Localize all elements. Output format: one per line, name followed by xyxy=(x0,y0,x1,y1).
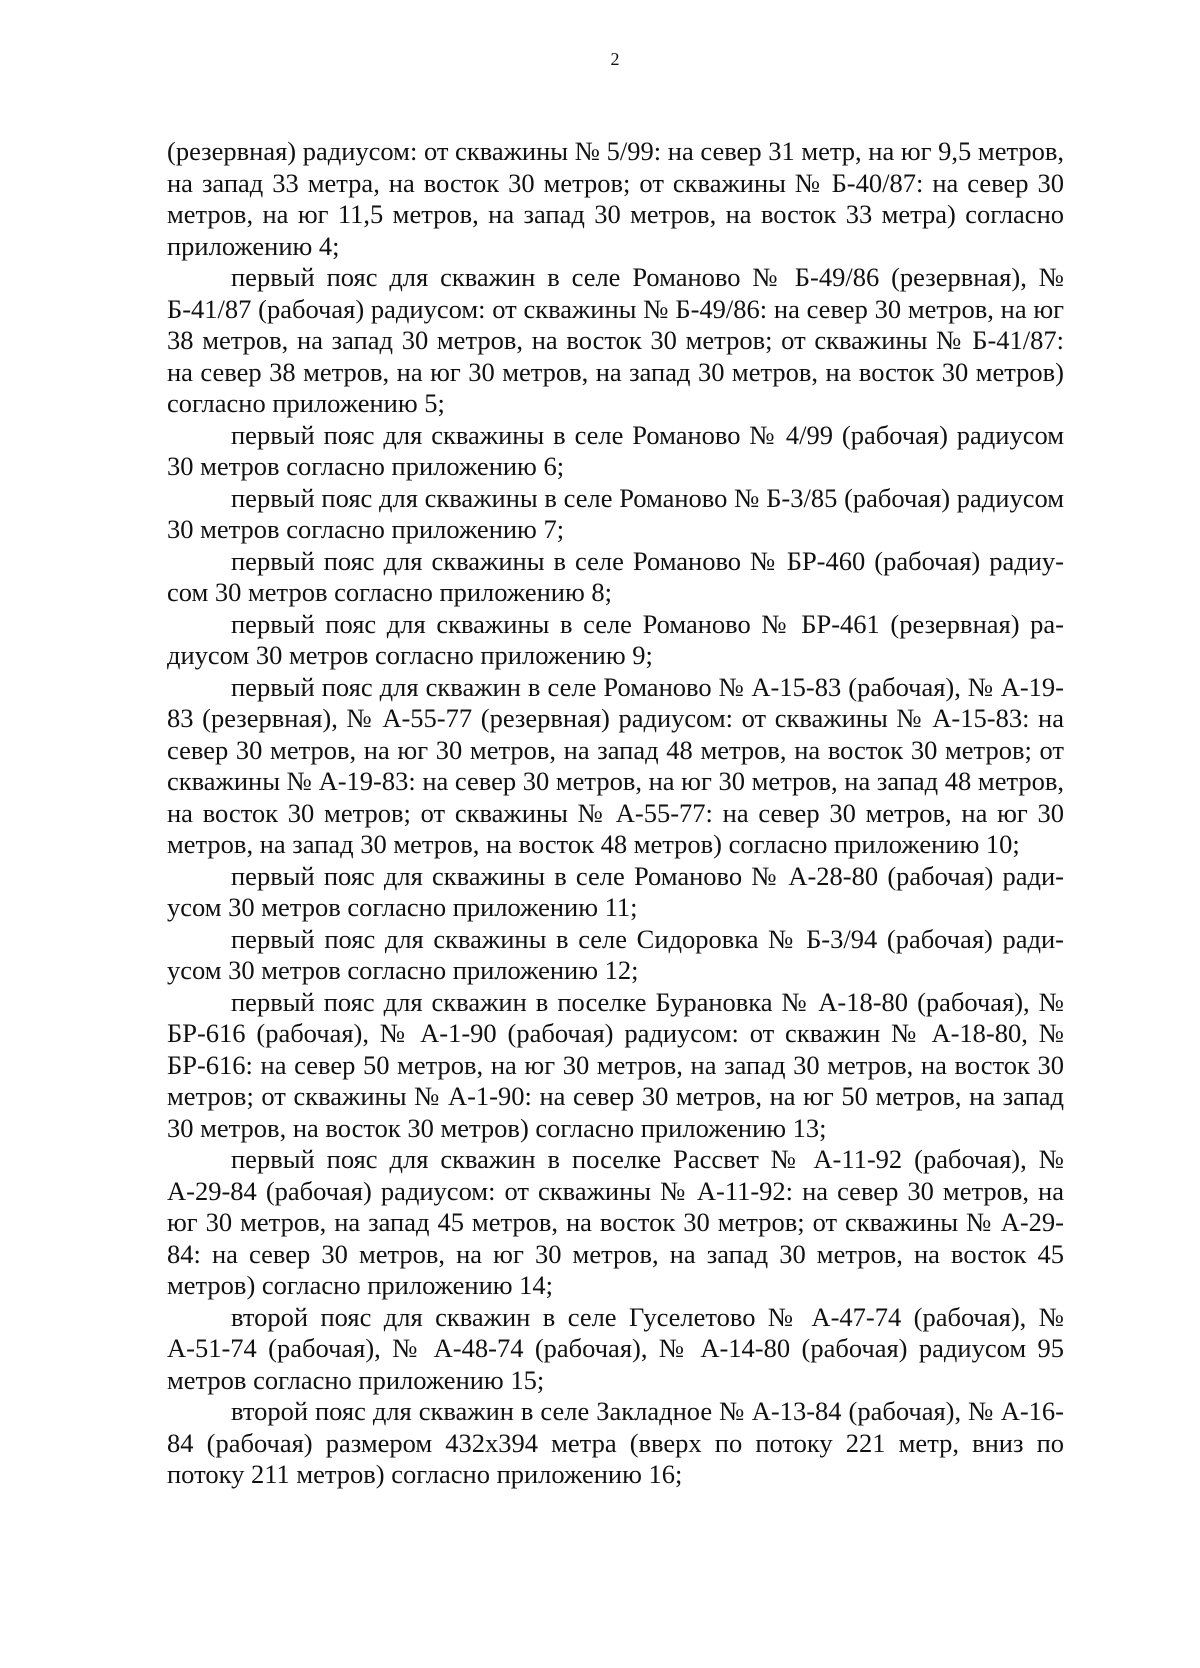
paragraph-romanovo-a28-80: первый пояс для скважины в селе Романово № А-28-80 (рабочая) радиусом 30 метров согласно приложению 11; xyxy=(167,860,1064,922)
paragraph-continuation: (резервная) радиусом: от скважины № 5/99: на север 31 метр, на юг 9,5 метров, на запад 33 метра, на восток 30 метров; от скважины № Б-40/87: на север 30 метров, на юг 11,5 метров, на запад 30 метров, на восток 33 метра) согласно приложению 4; xyxy=(167,136,1064,261)
paragraph-zakladnoe: второй пояс для скважин в селе Закладное № А-13-84 (рабочая), № А-16-84 (рабочая) размером 432х394 метра (вверх по потоку 221 метр, вниз по потоку 211 метров) согласно приложению 16; xyxy=(167,1396,1064,1489)
paragraph-romanovo-b3-85: первый пояс для скважины в селе Романово № Б-3/85 (рабочая) радиусом 30 метров согласно приложению 7; xyxy=(167,482,1064,544)
paragraph-romanovo-br461: первый пояс для скважины в селе Романово № БР-461 (резервная) радиусом 30 метров согласно приложению 9; xyxy=(167,608,1064,670)
page-number: 2 xyxy=(610,49,620,69)
paragraph-rassvet: первый пояс для скважин в поселке Рассвет № А-11-92 (рабочая), № А-29-84 (рабочая) радиусом: от скважины № А-11-92: на север 30 метров, на юг 30 метров, на запад 45 метров, на восток 30 метров; от скважины № А-29-84: на север 30 метров, на юг 30 метров, на запад 30 метров, на восток 45 метров) согласно приложению 14; xyxy=(167,1144,1064,1300)
paragraph-romanovo-a15-a19-a55: первый пояс для скважин в селе Романово № А-15-83 (рабочая), № А-19-83 (резервная), № А-55-77 (резервная) радиусом: от скважины № А-15-83: на север 30 метров, на юг 30 метров, на запад 48 метров, на восток 30 метров; от скважины № А-19-83: на север 30 метров, на юг 30 метров, на запад 48 метров, на восток 30 метров; от скважины № А-55-77: на север 30 метров, на юг 30 метров, на запад 30 метров, на восток 48 метров) согласно приложению 10; xyxy=(167,671,1064,859)
document-body xyxy=(167,136,1064,1491)
paragraph-romanovo-4-99: первый пояс для скважины в селе Романово № 4/99 (рабочая) радиусом 30 метров согласно приложению 6; xyxy=(167,419,1064,481)
paragraph-buranovka: первый пояс для скважин в поселке Бурановка № А-18-80 (рабочая), № БР-616 (рабочая), № А-1-90 (рабочая) радиусом: от скважин № А-18-80, № БР-616: на север 50 метров, на юг 30 метров, на запад 30 метров, на восток 30 метров; от скважины № А-1-90: на север 30 метров, на юг 50 метров, на запад 30 метров, на восток 30 метров) согласно приложению 13; xyxy=(167,986,1064,1143)
paragraph-sidorovka-b3-94: первый пояс для скважины в селе Сидоровка № Б-3/94 (рабочая) радиусом 30 метров согласно приложению 12; xyxy=(167,923,1064,985)
paragraph-guseletovo: второй пояс для скважин в селе Гуселетово № А-47-74 (рабочая), № А-51-74 (рабочая), № А-48-74 (рабочая), № А-14-80 (рабочая) радиусом 95 метров согласно приложению 15; xyxy=(167,1301,1064,1395)
paragraph-romanovo-br460: первый пояс для скважины в селе Романово № БР-460 (рабочая) радиусом 30 метров согласно приложению 8; xyxy=(167,545,1064,607)
paragraph-romanovo-b49-b41: первый пояс для скважин в селе Романово № Б-49/86 (резервная), № Б-41/87 (рабочая) радиусом: от скважины № Б-49/86: на север 30 метров, на юг 38 метров, на запад 30 метров, на восток 30 метров; от скважины № Б-41/87: на север 38 метров, на юг 30 метров, на запад 30 метров, на восток 30 метров) согласно приложению 5; xyxy=(167,262,1064,418)
